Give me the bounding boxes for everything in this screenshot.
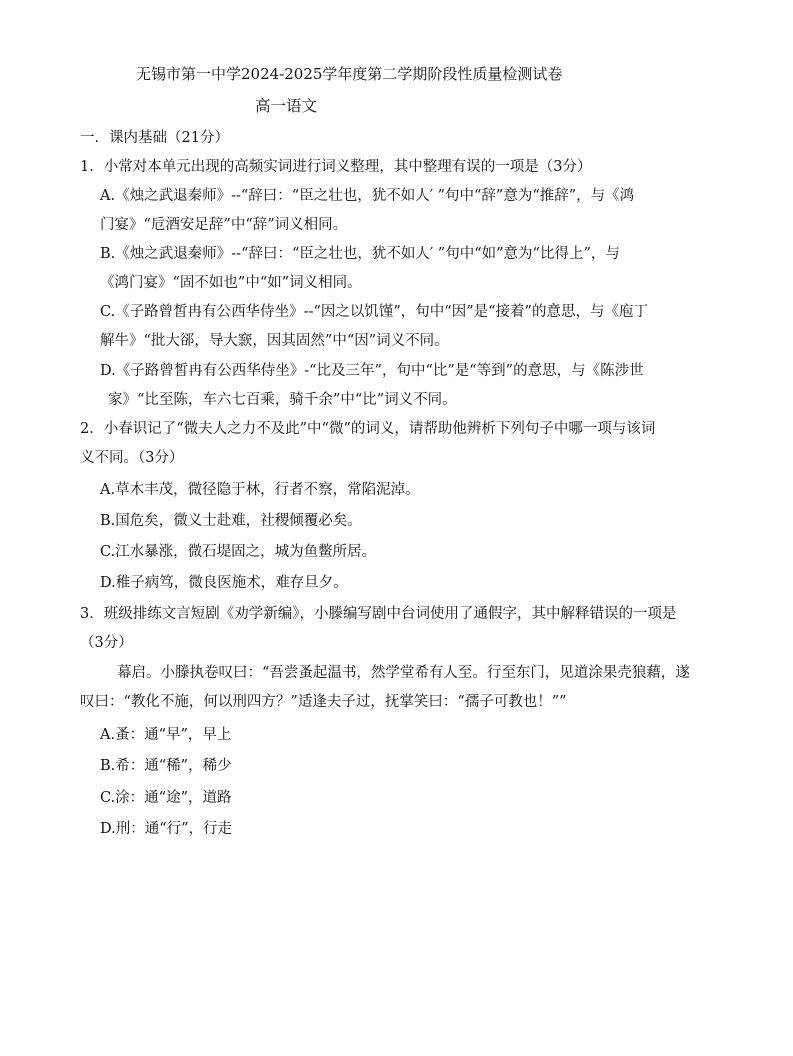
- question-3-stem-line-1: 3．班级排练文言短剧《劝学新编》，小滕编写剧中台词使用了通假字，其中解释错误的一项是: [80, 606, 677, 622]
- question-2-option-d: D.稚子病笃，微良医施术，难存旦夕。: [100, 575, 348, 591]
- question-1-option-c-line-2: 解牛》“批大郤，导大窾，因其固然”中“因”词义不同。: [100, 333, 449, 349]
- question-3-passage-line-1: 幕启。小滕执卷叹曰：“吾尝蚤起温书，然学堂希有人至。行至东门，见道涂果壳狼藉，遂: [117, 665, 690, 681]
- question-3-option-d: D.刑：通“行”，行走: [100, 821, 233, 837]
- question-2-option-c: C.江水暴涨，微石堤固之，城为鱼鳖所居。: [100, 544, 377, 560]
- question-2-stem-line-1: 2．小春识记了“微夫人之力不及此”中“微”的词义，请帮助他辨析下列句子中哪一项与该词: [80, 421, 656, 437]
- question-1-option-a-line-1: A.《烛之武退秦师》--“辞曰：“臣之壮也，犹不如人′ ”句中“辞”意为“推辞”，与《鸿: [100, 188, 635, 204]
- question-1-stem: 1．小常对本单元出现的高频实词进行词义整理，其中整理有误的一项是（3分）: [80, 159, 592, 175]
- question-2-stem-line-2: 义不同。（3分）: [80, 450, 184, 466]
- question-1-option-b-line-2: 《鸿门宴》“固不如也”中“如”词义相同。: [100, 275, 362, 291]
- section-heading: 一．课内基础（21分）: [80, 130, 229, 146]
- question-3-stem-line-2: （3分）: [80, 635, 133, 651]
- question-1-option-d-line-2: 家》“比至陈，车六七百乘，骑千余”中“比”词义不同。: [108, 392, 457, 408]
- question-3-passage-line-2: 叹曰：“教化不施，何以刑四方？”适逢夫子过，抚掌笑曰：“孺子可教也！””: [80, 694, 567, 710]
- question-1-option-d-line-1: D.《子路曾皙冉有公西华侍坐》-“比及三年”，句中“比”是“等到”的意思，与《陈涉世: [100, 363, 644, 379]
- question-2-option-b: B.国危矣，微义士赴难，社稷倾覆必矣。: [100, 513, 362, 529]
- exam-title: 无锡市第一中学2024-2025学年度第二学期阶段性质量检测试卷: [136, 65, 563, 83]
- question-1-option-a-line-2: 门宴》“卮酒安足辞”中“辞”词义相同。: [100, 217, 348, 233]
- exam-subtitle: 高一语文: [255, 97, 318, 115]
- question-3-option-b: B.希：通“稀”，稀少: [100, 758, 232, 774]
- question-1-option-c-line-1: C.《子路曾皙冉有公西华侍坐》--“因之以饥馑”，句中“因”是“接着”的意思，与《庖丁: [100, 304, 648, 320]
- question-2-option-a: A.草木丰茂，微径隐于林，行者不察，常陷泥淖。: [100, 482, 420, 498]
- question-3-option-a: A.蚤：通“早”，早上: [100, 727, 232, 743]
- question-1-option-b-line-1: B.《烛之武退秦师》--“辞曰：“臣之壮也，犹不如人′ ”句中“如”意为“比得上”，与: [100, 246, 620, 262]
- question-3-option-c: C.涂：通“途”，道路: [100, 790, 232, 806]
